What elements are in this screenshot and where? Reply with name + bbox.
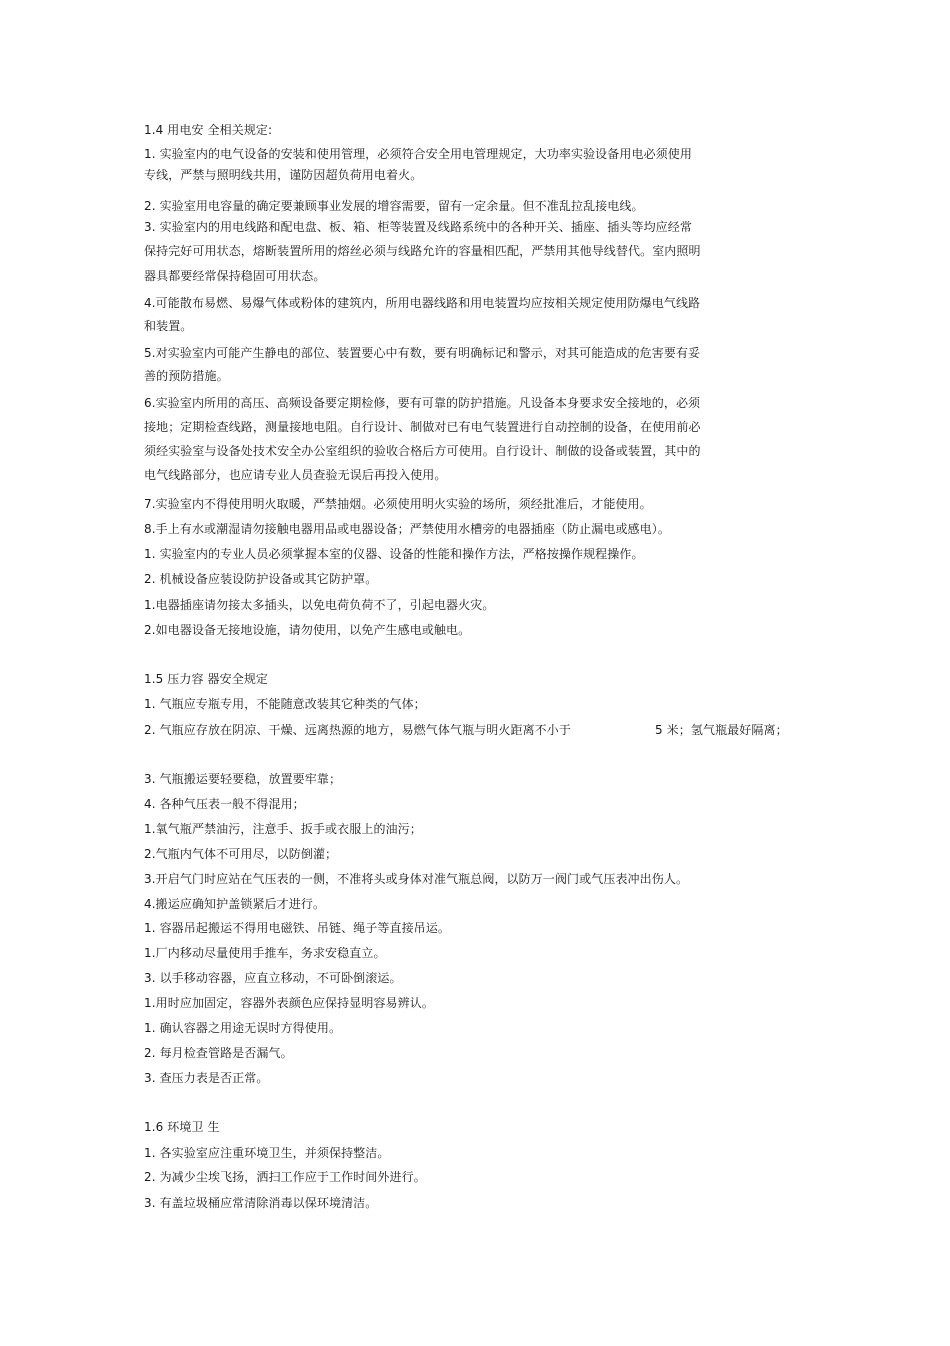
paragraph-line: 1.用时应加固定，容器外表颜色应保持显明容易辨认。: [144, 996, 434, 1010]
distance-number: 5: [655, 723, 663, 737]
paragraph-line: 2. 机械设备应装设防护设备或其它防护罩。: [144, 572, 378, 586]
paragraph-line: 1. 气瓶应专瓶专用，不能随意改装其它种类的气体；: [144, 697, 426, 711]
section-1-4-title: 1.4 用电安 全相关规定:: [144, 123, 273, 137]
paragraph-line: 和装置。: [144, 319, 193, 333]
paragraph-line: 6.实验室内所用的高压、高频设备要定期检修，要有可靠的防护措施。凡设备本身要求安全接地的，必须: [144, 396, 701, 410]
paragraph-line: 3. 实验室内的用电线路和配电盘、板、箱、柜等装置及线路系统中的各种开关、插座、插头等均应经常: [144, 220, 692, 234]
paragraph-line: 接地；定期检查线路，测量接地电阻。自行设计、制做对已有电气装置进行自动控制的设备，在使用前必: [144, 420, 701, 434]
section-1-6-title: 1.6 环境卫 生: [144, 1120, 220, 1134]
paragraph-line: 2.气瓶内气体不可用尽，以防倒灌；: [144, 847, 338, 861]
paragraph-text: 米；氢气瓶最好隔离；: [662, 723, 788, 737]
paragraph-line: 1. 实验室内的专业人员必须掌握本室的仪器、设备的性能和操作方法，严格按操作规程操作。: [144, 547, 644, 561]
paragraph-line: 1.厂内移动尽量使用手推车，务求安稳直立。: [144, 946, 386, 960]
paragraph-line: 2.如电器设备无接地设施，请勿使用，以免产生感电或触电。: [144, 623, 471, 637]
paragraph-line: 须经实验室与设备处技术安全办公室组织的验收合格后方可使用。自行设计、制做的设备或装置，其中的: [144, 444, 701, 458]
paragraph-line: 1.电器插座请勿接太多插头，以免电荷负荷不了，引起电器火灾。: [144, 598, 495, 612]
paragraph-line: 4. 各种气压表一般不得混用；: [144, 797, 305, 811]
paragraph-line: 1. 容器吊起搬运不得用电磁铁、吊链、绳子等直接吊运。: [144, 921, 450, 935]
paragraph-line: 3. 查压力表是否正常。: [144, 1071, 269, 1085]
paragraph-line: 8.手上有水或潮湿请勿接触电器用品或电器设备；严禁使用水槽旁的电器插座（防止漏电或感电）。: [144, 522, 670, 536]
paragraph-line: 3. 以手移动容器，应直立移动，不可卧倒滚运。: [144, 971, 402, 985]
paragraph-line: [144, 722, 571, 738]
paragraph-line: 4.搬运应确知护盖锁紧后才进行。: [144, 897, 326, 911]
paragraph-line: 5.对实验室内可能产生静电的部位、装置要心中有数，要有明确标记和警示，对其可能造成的危害要有妥: [144, 346, 701, 360]
paragraph-line: 器具都要经常保持稳固可用状态。: [144, 269, 326, 283]
paragraph-line: 1. 实验室内的电气设备的安装和使用管理，必须符合安全用电管理规定，大功率实验设备用电必须使用: [144, 147, 692, 161]
paragraph-line: 3. 气瓶搬运要轻要稳，放置要牢靠；: [144, 772, 342, 786]
paragraph-text: 2. 气瓶应存放在阴凉、干燥、远离热源的地方，易燃气体气瓶与明火距离不小于: [144, 723, 571, 737]
paragraph-line: 4.可能散布易燃、易爆气体或粉体的建筑内，所用电器线路和用电装置均应按相关规定使用防爆电气线路: [144, 296, 701, 310]
paragraph-line: 2. 为减少尘埃飞扬，洒扫工作应于工作时间外进行。: [144, 1170, 426, 1184]
paragraph-line: 电气线路部分，也应请专业人员查验无误后再投入使用。: [144, 468, 447, 482]
paragraph-line: 1. 各实验室应注重环境卫生，并须保持整洁。: [144, 1146, 390, 1160]
paragraph-line: 专线，严禁与照明线共用，谨防因超负荷用电着火。: [144, 168, 423, 182]
paragraph-line: 2. 每月检查管路是否漏气。: [144, 1046, 293, 1060]
paragraph-line: 7.实验室内不得使用明火取暖，严禁抽烟。必须使用明火实验的场所，须经批准后，才能使用。: [144, 497, 652, 511]
distance-value: [655, 722, 788, 738]
paragraph-line: 保持完好可用状态，熔断装置所用的熔丝必须与线路允许的容量相匹配，严禁用其他导线替代。室内照明: [144, 244, 701, 258]
paragraph-line: 善的预防措施。: [144, 369, 229, 383]
paragraph-line: 2. 实验室用电容量的确定要兼顾事业发展的增容需要，留有一定余量。但不准乱拉乱接电线。: [144, 199, 644, 213]
paragraph-line: 1.氧气瓶严禁油污，注意手、扳手或衣服上的油污；: [144, 822, 422, 836]
paragraph-line: 1. 确认容器之用途无误时方得使用。: [144, 1021, 342, 1035]
paragraph-line: 3. 有盖垃圾桶应常清除消毒以保环境清洁。: [144, 1196, 378, 1210]
section-1-5-title: 1.5 压力容 器安全规定: [144, 672, 269, 686]
paragraph-line: 3.开启气门时应站在气压表的一侧，不准将头或身体对准气瓶总阀，以防万一阀门或气压表冲出伤人。: [144, 872, 689, 886]
